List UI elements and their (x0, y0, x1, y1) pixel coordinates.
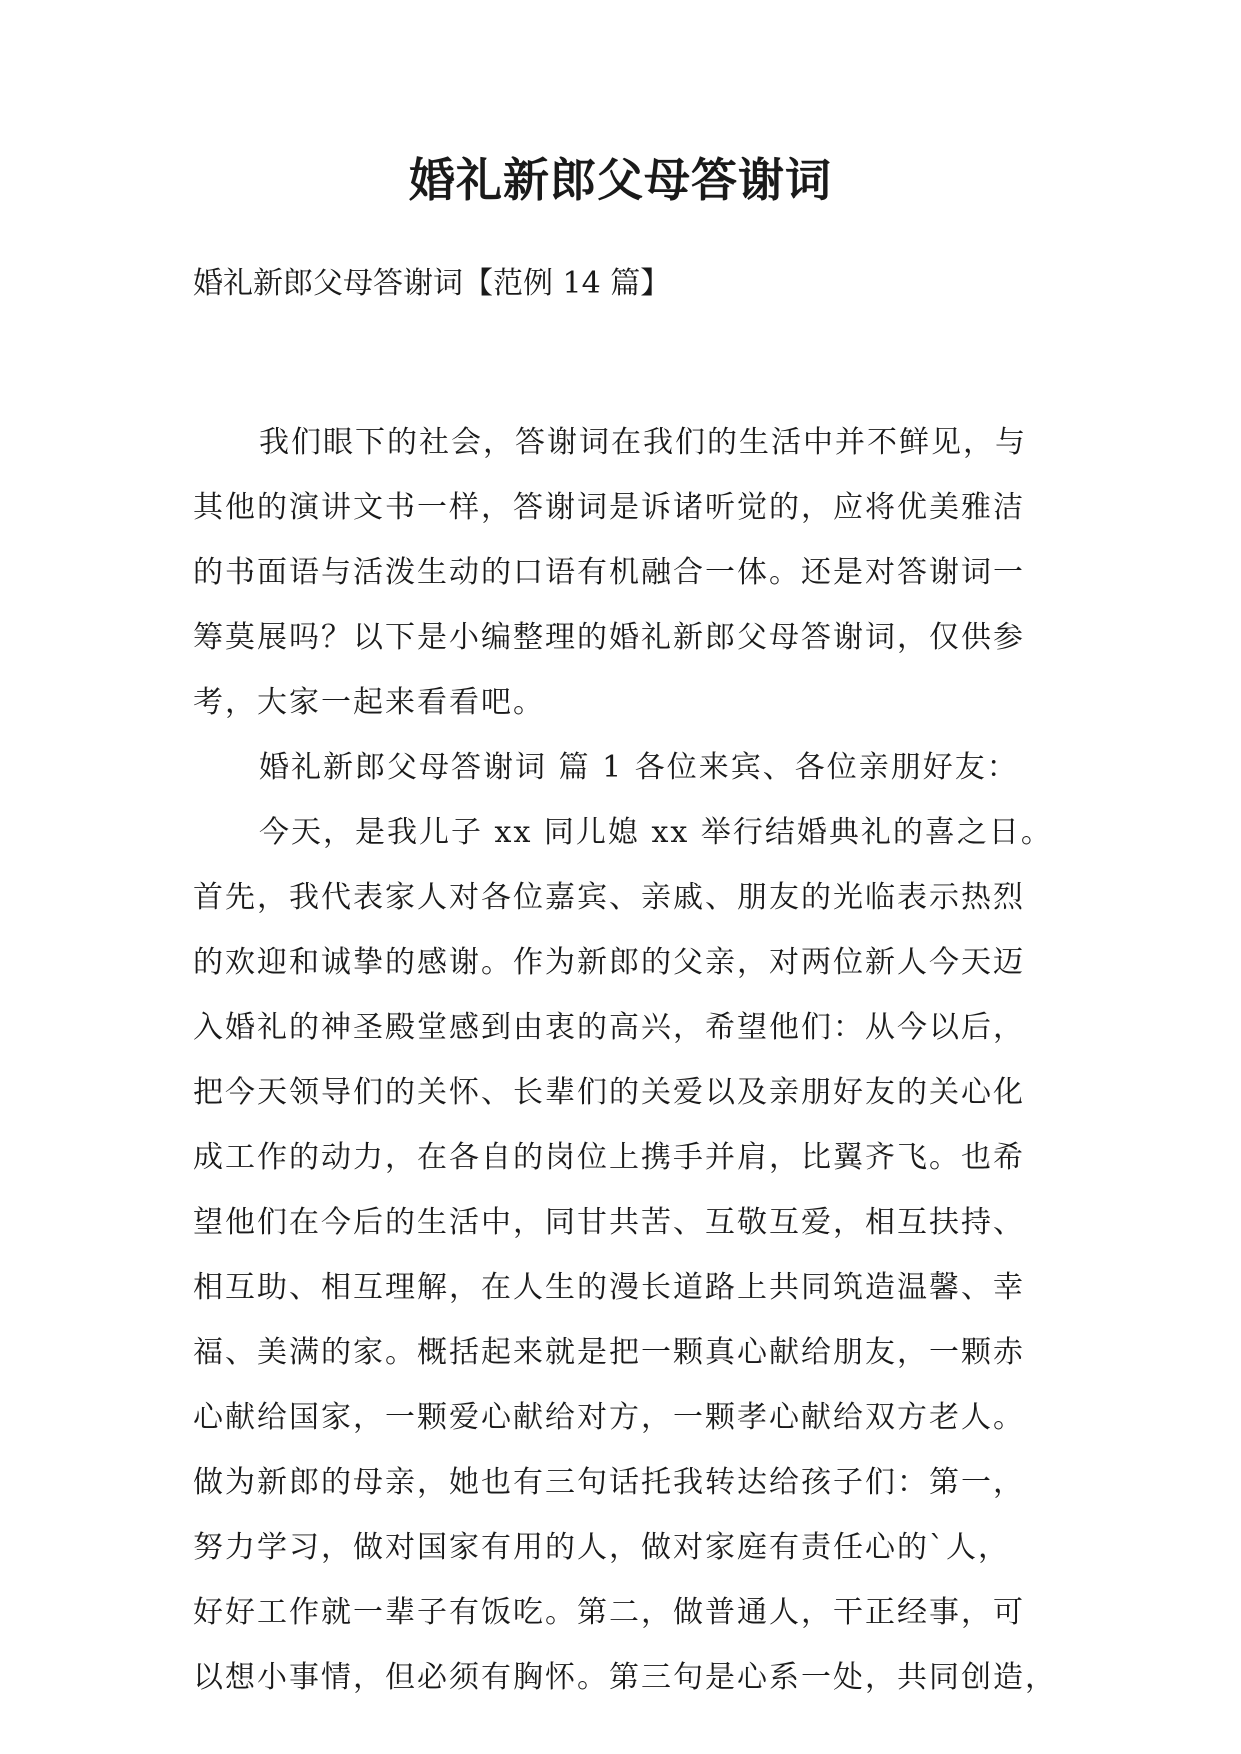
paragraph-line: 把今天领导们的关怀、长辈们的关爱以及亲朋好友的关心化 (193, 1075, 1025, 1110)
paragraph-line: 好好工作就一辈子有饭吃。第二，做普通人，干正经事，可 (193, 1595, 1025, 1630)
section-heading-line: 婚礼新郎父母答谢词 篇 1 各位来宾、各位亲朋好友： (259, 750, 1019, 785)
paragraph-line: 的书面语与活泼生动的口语有机融合一体。还是对答谢词一 (193, 555, 1025, 590)
paragraph-line: 的欢迎和诚挚的感谢。作为新郎的父亲，对两位新人今天迈 (193, 945, 1025, 980)
paragraph-line: 努力学习，做对国家有用的人，做对家庭有责任心的`人， (193, 1530, 1010, 1565)
paragraph-line: 我们眼下的社会，答谢词在我们的生活中并不鲜见，与 (259, 425, 1027, 460)
paragraph-line: 相互助、相互理解，在人生的漫长道路上共同筑造温馨、幸 (193, 1270, 1025, 1305)
paragraph-line: 做为新郎的母亲，她也有三句话托我转达给孩子们：第一， (193, 1465, 1025, 1500)
paragraph-line: 考，大家一起来看看吧。 (193, 685, 545, 720)
paragraph-line: 入婚礼的神圣殿堂感到由衷的高兴，希望他们：从今以后， (193, 1010, 1025, 1045)
paragraph-line: 福、美满的家。概括起来就是把一颗真心献给朋友，一颗赤 (193, 1335, 1025, 1370)
document-subtitle: 婚礼新郎父母答谢词【范例 14 篇】 (193, 266, 671, 301)
paragraph-line: 以想小事情，但必须有胸怀。第三句是心系一处，共同创造， (193, 1660, 1057, 1695)
paragraph-line: 成工作的动力，在各自的岗位上携手并肩，比翼齐飞。也希 (193, 1140, 1025, 1175)
paragraph-line: 其他的演讲文书一样，答谢词是诉诸听觉的，应将优美雅洁 (193, 490, 1025, 525)
paragraph-line: 首先，我代表家人对各位嘉宾、亲戚、朋友的光临表示热烈 (193, 880, 1025, 915)
paragraph-line: 筹莫展吗？以下是小编整理的婚礼新郎父母答谢词，仅供参 (193, 620, 1025, 655)
paragraph-line: 今天，是我儿子 xx 同儿媳 xx 举行结婚典礼的喜之日。 (259, 815, 1053, 850)
document-body (193, 410, 1093, 1710)
paragraph-line: 心献给国家，一颗爱心献给对方，一颗孝心献给双方老人。 (193, 1400, 1025, 1435)
paragraph-line: 望他们在今后的生活中，同甘共苦、互敬互爱，相互扶持、 (193, 1205, 1025, 1240)
document-title: 婚礼新郎父母答谢词 (409, 153, 832, 207)
